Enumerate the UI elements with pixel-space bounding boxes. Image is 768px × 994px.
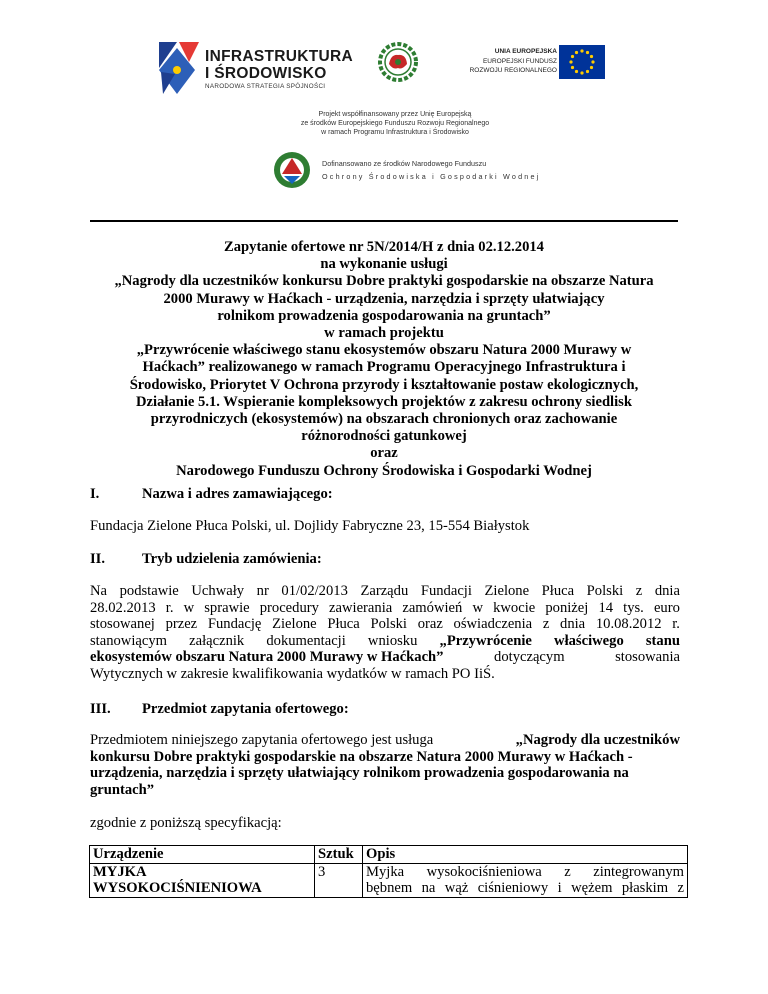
tryb-line: Wytycznych w zakresie kwalifikowania wydatków w ramach PO IiŚ. [90, 665, 495, 682]
document-title [90, 239, 678, 480]
ue-logo [455, 45, 605, 85]
tryb-line: Na podstawie Uchwały nr 01/02/2013 Zarządu Fundacji Zielone Płuca Polski z dnia [90, 583, 680, 599]
ue-line2: EUROPEJSKI FUNDUSZ [482, 58, 557, 65]
address-line: Fundacja Zielone Płuca Polski, ul. Dojlidy Fabryczne 23, 15-554 Białystok [90, 518, 530, 534]
spec-intro [90, 815, 680, 832]
nfosigw-logo-icon [270, 148, 314, 190]
tryb-line: stanowiącym załącznik dokumentacji wniosku „Przywrócenie właściwego stanu [90, 632, 680, 649]
title-line: Zapytanie ofertowe nr 5N/2014/H z dnia 02.12.2014 [224, 239, 544, 255]
tryb-line: stosowanej przez Fundację Zielone Płuca Polski oraz oświadczenia z dnia 10.08.2012 r. [90, 616, 680, 632]
nfosigw-line2: Ochrony Środowiska i Gospodarki Wodnej [322, 172, 541, 181]
nfosigw-line1: Dofinansowano ze środków Narodowego Funduszu [322, 159, 487, 168]
header-device: Urządzenie [90, 846, 315, 864]
infrastruktura-logo [155, 40, 355, 98]
title-line: 2000 Murawy w Haćkach - urządzenia, narzędzia i sprzęty ułatwiający [163, 290, 605, 307]
tryb-line: 28.02.2013 r. w sprawie procedury zawierania zamówień w kwocie poniżej 14 tys. euro [90, 599, 680, 616]
section-number: II. [90, 551, 106, 567]
cell-qty: 3 [315, 863, 363, 897]
ue-line1: UNIA EUROPEJSKA [494, 48, 557, 55]
cofinancing-line: w ramach Programu Infrastruktura i Środowisko [321, 129, 469, 136]
title-line: „Przywrócenie właściwego stanu ekosystemów obszaru Natura 2000 Murawy w [136, 342, 632, 359]
infra-line2: I ŚRODOWISKO [205, 65, 327, 82]
title-line: oraz [370, 445, 398, 462]
title-line: różnorodności gatunkowej [301, 428, 467, 445]
przedmiot-line: urządzenia, narzędzia i sprzęty ułatwiający rolnikom prowadzenia gospodarowania na [90, 765, 629, 781]
cell-device: MYJKA WYSOKOCIŚNIENIOWA [90, 863, 315, 897]
cofinancing-line: ze środków Europejskiego Funduszu Rozwoju Regionalnego [300, 120, 490, 127]
przedmiot-line: konkursu Dobre praktyki gospodarskie na obszarze Natura 2000 Murawy w Haćkach - [90, 748, 633, 765]
section-number: III. [90, 701, 111, 717]
title-line: rolnikom prowadzenia gospodarowania na gruntach” [217, 307, 551, 324]
cofinancing-note [280, 110, 510, 137]
section-number: I. [90, 486, 100, 502]
title-line: na wykonanie usługi [320, 256, 448, 273]
header-qty: Sztuk [315, 846, 363, 864]
infrastruktura-mark-icon [155, 40, 201, 96]
title-line: „Nagrody dla uczestników konkursu Dobre praktyki gospodarskie na obszarze Natura [114, 273, 654, 290]
section-title: Przedmiot zapytania ofertowego: [142, 701, 349, 717]
cell-desc: Myjka wysokociśnieniowa z zintegrowanym bębnem na wąż ciśnieniowy i wężem płaskim z [363, 863, 688, 897]
eu-flag-icon [559, 45, 605, 79]
table-header-row [90, 846, 688, 864]
tryb-paragraph [90, 583, 680, 682]
title-line: Środowisko, Priorytet V Ochrona przyrody i kształtowanie postaw ekologicznych, [129, 376, 639, 393]
title-line: Działanie 5.1. Wspieranie kompleksowych projektów z zakresu ochrony siedlisk [136, 393, 632, 410]
przedmiot-paragraph [90, 732, 680, 798]
infra-line3: NARODOWA STRATEGIA SPÓJNOŚCI [205, 83, 326, 90]
infra-line1: INFRASTRUKTURA [205, 48, 353, 65]
section-title: Nazwa i adres zamawiającego: [142, 486, 333, 502]
table-row [90, 863, 688, 897]
title-line: Narodowego Funduszu Ochrony Środowiska i Gospodarki Wodnej [176, 462, 592, 479]
cofinancing-line: Projekt współfinansowany przez Unię Europejską [318, 111, 472, 118]
spec-table [89, 845, 688, 898]
ue-line3: ROZWOJU REGIONALNEGO [469, 67, 557, 74]
title-line: w ramach projektu [324, 325, 444, 342]
tryb-line: ekosystemów obszaru Natura 2000 Murawy w Haćkach” dotyczącym stosowania [90, 649, 680, 665]
spec-intro-line: zgodnie z poniższą specyfikacją: [90, 815, 282, 831]
address-text [90, 518, 680, 535]
zielone-pluca-logo-icon [377, 42, 419, 82]
przedmiot-line: Przedmiotem niniejszego zapytania ofertowego jest usługa „Nagrody dla uczestników [90, 732, 680, 748]
przedmiot-line: gruntach” [90, 781, 155, 798]
section-title: Tryb udzielenia zamówienia: [142, 551, 322, 567]
header-desc: Opis [363, 846, 688, 864]
title-line: Haćkach” realizowanego w ramach Programu Operacyjnego Infrastruktura i [142, 359, 626, 376]
header-divider [90, 220, 678, 222]
title-line: przyrodniczych (ekosystemów) na obszarach chronionych oraz zachowanie [150, 411, 618, 428]
